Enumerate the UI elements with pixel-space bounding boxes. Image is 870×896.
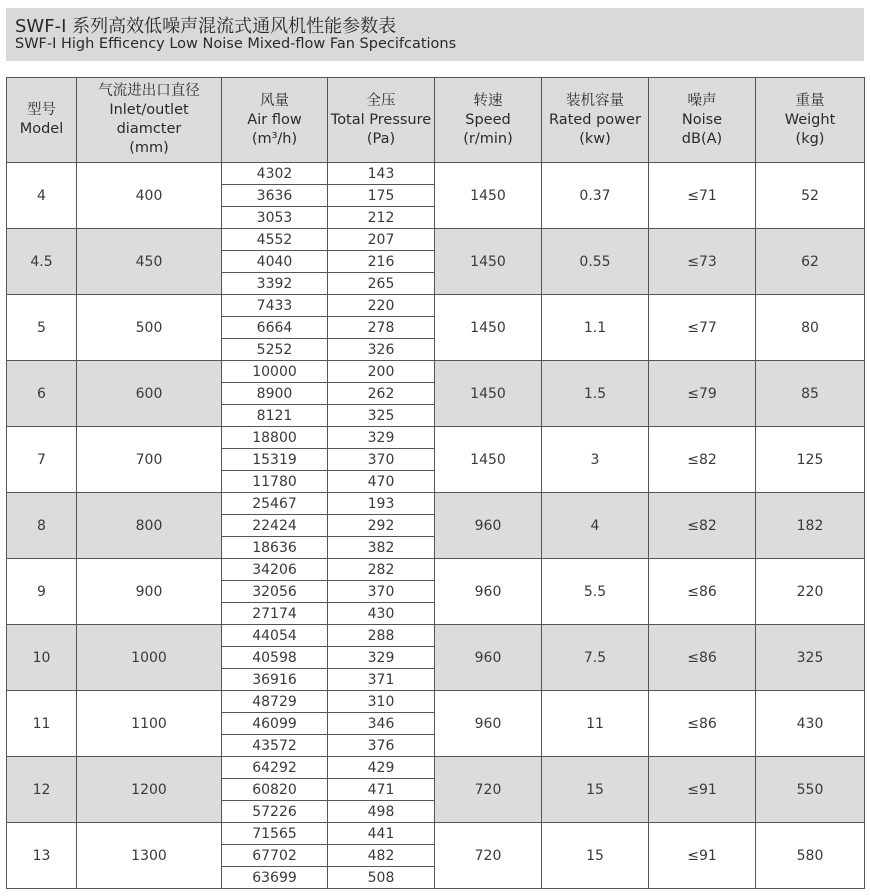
speed-cell: 1450 — [435, 163, 542, 229]
noise-cell: ≤86 — [649, 691, 756, 757]
airflow-cell: 4302 — [222, 163, 328, 185]
airflow-cell: 40598 — [222, 647, 328, 669]
noise-cell: ≤91 — [649, 757, 756, 823]
pressure-cell: 382 — [328, 537, 435, 559]
model-cell: 10 — [7, 625, 77, 691]
fan-spec-table — [6, 77, 865, 889]
pressure-cell: 200 — [328, 361, 435, 383]
pressure-cell: 212 — [328, 207, 435, 229]
diameter-cell: 450 — [77, 229, 222, 295]
header-row — [7, 78, 865, 163]
airflow-cell: 34206 — [222, 559, 328, 581]
airflow-cell: 32056 — [222, 581, 328, 603]
header-pressure-line: 全压 — [366, 92, 396, 109]
speed-cell: 1450 — [435, 427, 542, 493]
table-row — [7, 295, 865, 317]
header-weight-line: (kg) — [795, 130, 825, 147]
header-speed-line: 转速 — [473, 92, 503, 109]
header-model-line: Model — [19, 121, 64, 137]
speed-cell: 960 — [435, 559, 542, 625]
weight-cell: 325 — [756, 625, 865, 691]
header-power-line: (kw) — [579, 130, 611, 147]
airflow-cell: 36916 — [222, 669, 328, 691]
pressure-cell: 310 — [328, 691, 435, 713]
noise-cell: ≤82 — [649, 493, 756, 559]
speed-cell: 1450 — [435, 295, 542, 361]
pressure-cell: 207 — [328, 229, 435, 251]
airflow-cell: 44054 — [222, 625, 328, 647]
speed-cell: 720 — [435, 823, 542, 889]
airflow-cell: 43572 — [222, 735, 328, 757]
pressure-cell: 470 — [328, 471, 435, 493]
model-cell: 7 — [7, 427, 77, 493]
pressure-cell: 471 — [328, 779, 435, 801]
title-chinese: SWF-I 系列高效低噪声混流式通风机性能参数表 — [15, 16, 397, 37]
header-noise-line: dB(A) — [681, 130, 723, 147]
airflow-cell: 18800 — [222, 427, 328, 449]
speed-cell: 1450 — [435, 361, 542, 427]
header-speed — [435, 78, 542, 163]
airflow-cell: 60820 — [222, 779, 328, 801]
pressure-cell: 508 — [328, 867, 435, 889]
power-cell: 4 — [542, 493, 649, 559]
pressure-cell: 262 — [328, 383, 435, 405]
pressure-cell: 498 — [328, 801, 435, 823]
header-diameter-line: diamcter — [116, 121, 182, 137]
table-row — [7, 163, 865, 185]
airflow-cell: 63699 — [222, 867, 328, 889]
diameter-cell: 600 — [77, 361, 222, 427]
model-cell: 6 — [7, 361, 77, 427]
header-weight — [756, 78, 865, 163]
header-diameter-line: Inlet/outlet — [109, 102, 189, 118]
pressure-cell: 429 — [328, 757, 435, 779]
header-pressure-line: (Pa) — [366, 130, 396, 147]
noise-cell: ≤71 — [649, 163, 756, 229]
power-cell: 11 — [542, 691, 649, 757]
diameter-cell: 500 — [77, 295, 222, 361]
pressure-cell: 370 — [328, 581, 435, 603]
header-noise-line: Noise — [681, 111, 723, 128]
model-cell: 9 — [7, 559, 77, 625]
header-diameter-line: (mm) — [129, 140, 169, 156]
pressure-cell: 430 — [328, 603, 435, 625]
pressure-cell: 143 — [328, 163, 435, 185]
header-model — [7, 78, 77, 163]
noise-cell: ≤79 — [649, 361, 756, 427]
diameter-cell: 400 — [77, 163, 222, 229]
header-diameter-line: 气流进出口直径 — [98, 83, 200, 99]
pressure-cell: 326 — [328, 339, 435, 361]
table-row — [7, 691, 865, 713]
airflow-cell: 3053 — [222, 207, 328, 229]
table-row — [7, 823, 865, 845]
pressure-cell: 329 — [328, 647, 435, 669]
pressure-cell: 193 — [328, 493, 435, 515]
speed-cell: 960 — [435, 493, 542, 559]
header-power — [542, 78, 649, 163]
model-cell: 8 — [7, 493, 77, 559]
table-body — [7, 163, 865, 889]
weight-cell: 80 — [756, 295, 865, 361]
pressure-cell: 371 — [328, 669, 435, 691]
noise-cell: ≤73 — [649, 229, 756, 295]
table-row — [7, 625, 865, 647]
header-airflow — [222, 78, 328, 163]
noise-cell: ≤86 — [649, 625, 756, 691]
power-cell: 15 — [542, 757, 649, 823]
table-row — [7, 361, 865, 383]
pressure-cell: 441 — [328, 823, 435, 845]
pressure-cell: 346 — [328, 713, 435, 735]
model-cell: 13 — [7, 823, 77, 889]
model-cell: 4 — [7, 163, 77, 229]
title-english: SWF-I High Efficency Low Noise Mixed-flow Fan Specifcations — [15, 36, 457, 52]
weight-cell: 85 — [756, 361, 865, 427]
airflow-cell: 71565 — [222, 823, 328, 845]
header-power-line: 装机容量 — [566, 92, 624, 109]
table-row — [7, 757, 865, 779]
noise-cell: ≤82 — [649, 427, 756, 493]
header-airflow-line: 风量 — [260, 92, 289, 109]
airflow-cell: 67702 — [222, 845, 328, 867]
airflow-cell: 10000 — [222, 361, 328, 383]
pressure-cell: 370 — [328, 449, 435, 471]
diameter-cell: 800 — [77, 493, 222, 559]
airflow-cell: 11780 — [222, 471, 328, 493]
header-noise-line: 噪声 — [687, 92, 717, 109]
model-cell: 5 — [7, 295, 77, 361]
airflow-cell: 8121 — [222, 405, 328, 427]
weight-cell: 550 — [756, 757, 865, 823]
airflow-cell: 15319 — [222, 449, 328, 471]
airflow-cell: 5252 — [222, 339, 328, 361]
pressure-cell: 292 — [328, 515, 435, 537]
header-power-line: Rated power — [549, 111, 641, 128]
airflow-cell: 48729 — [222, 691, 328, 713]
title-bar — [6, 8, 864, 61]
pressure-cell: 265 — [328, 273, 435, 295]
pressure-cell: 482 — [328, 845, 435, 867]
weight-cell: 580 — [756, 823, 865, 889]
weight-cell: 62 — [756, 229, 865, 295]
power-cell: 1.5 — [542, 361, 649, 427]
diameter-cell: 1000 — [77, 625, 222, 691]
header-airflow-line: (m³/h) — [251, 130, 298, 147]
model-cell: 11 — [7, 691, 77, 757]
model-cell: 12 — [7, 757, 77, 823]
pressure-cell: 329 — [328, 427, 435, 449]
airflow-cell: 3392 — [222, 273, 328, 295]
header-pressure — [328, 78, 435, 163]
diameter-cell: 700 — [77, 427, 222, 493]
airflow-cell: 3636 — [222, 185, 328, 207]
airflow-cell: 18636 — [222, 537, 328, 559]
header-pressure-line: Total Pressure — [330, 111, 432, 128]
speed-cell: 1450 — [435, 229, 542, 295]
power-cell: 15 — [542, 823, 649, 889]
speed-cell: 960 — [435, 625, 542, 691]
pressure-cell: 325 — [328, 405, 435, 427]
noise-cell: ≤91 — [649, 823, 756, 889]
airflow-cell: 4040 — [222, 251, 328, 273]
airflow-cell: 4552 — [222, 229, 328, 251]
speed-cell: 960 — [435, 691, 542, 757]
table-row — [7, 559, 865, 581]
airflow-cell: 57226 — [222, 801, 328, 823]
table-row — [7, 229, 865, 251]
airflow-cell: 22424 — [222, 515, 328, 537]
pressure-cell: 220 — [328, 295, 435, 317]
power-cell: 7.5 — [542, 625, 649, 691]
header-model-line: 型号 — [27, 102, 56, 118]
power-cell: 5.5 — [542, 559, 649, 625]
model-cell: 4.5 — [7, 229, 77, 295]
airflow-cell: 46099 — [222, 713, 328, 735]
weight-cell: 430 — [756, 691, 865, 757]
diameter-cell: 900 — [77, 559, 222, 625]
pressure-cell: 216 — [328, 251, 435, 273]
header-speed-line: Speed — [465, 111, 511, 128]
power-cell: 3 — [542, 427, 649, 493]
pressure-cell: 376 — [328, 735, 435, 757]
weight-cell: 52 — [756, 163, 865, 229]
noise-cell: ≤77 — [649, 295, 756, 361]
header-noise — [649, 78, 756, 163]
weight-cell: 220 — [756, 559, 865, 625]
weight-cell: 125 — [756, 427, 865, 493]
table-row — [7, 427, 865, 449]
pressure-cell: 278 — [328, 317, 435, 339]
pressure-cell: 282 — [328, 559, 435, 581]
airflow-cell: 8900 — [222, 383, 328, 405]
header-airflow-line: Air flow — [247, 111, 302, 128]
speed-cell: 720 — [435, 757, 542, 823]
header-weight-line: 重量 — [795, 92, 825, 109]
diameter-cell: 1200 — [77, 757, 222, 823]
airflow-cell: 7433 — [222, 295, 328, 317]
pressure-cell: 288 — [328, 625, 435, 647]
airflow-cell: 6664 — [222, 317, 328, 339]
noise-cell: ≤86 — [649, 559, 756, 625]
airflow-cell: 27174 — [222, 603, 328, 625]
diameter-cell: 1100 — [77, 691, 222, 757]
diameter-cell: 1300 — [77, 823, 222, 889]
table-row — [7, 493, 865, 515]
header-weight-line: Weight — [784, 111, 836, 128]
power-cell: 0.37 — [542, 163, 649, 229]
pressure-cell: 175 — [328, 185, 435, 207]
power-cell: 0.55 — [542, 229, 649, 295]
weight-cell: 182 — [756, 493, 865, 559]
power-cell: 1.1 — [542, 295, 649, 361]
header-speed-line: (r/min) — [463, 130, 513, 147]
airflow-cell: 25467 — [222, 493, 328, 515]
header-diameter — [77, 78, 222, 163]
airflow-cell: 64292 — [222, 757, 328, 779]
